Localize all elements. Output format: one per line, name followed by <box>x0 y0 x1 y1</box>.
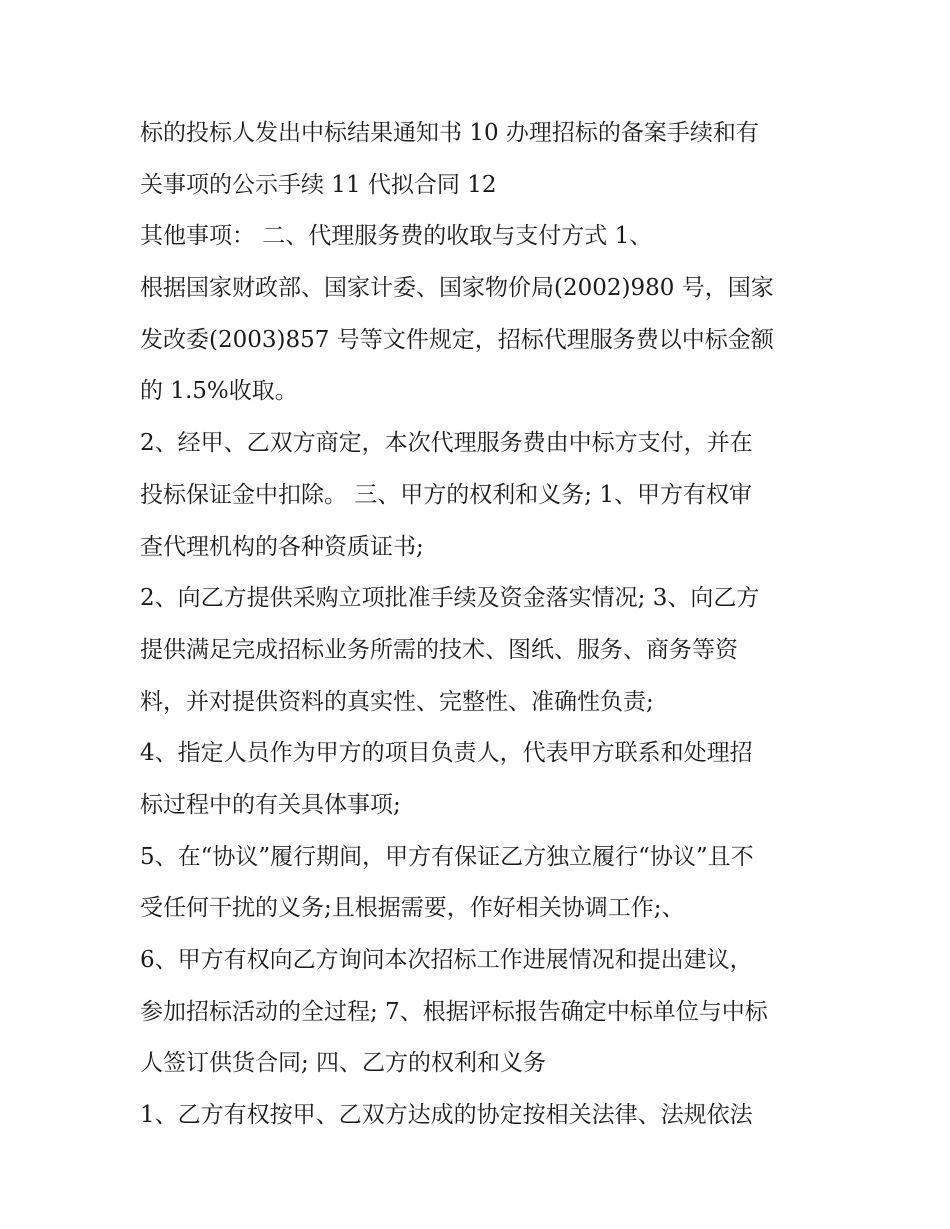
text-line: 标过程中的有关具体事项; <box>140 791 401 818</box>
text-line: 投标保证金中扣除。 三、甲方的权利和义务; 1、甲方有权审 <box>140 481 753 508</box>
text-line: 根据国家财政部、国家计委、国家物价局(2002)980 号，国家 <box>140 275 774 302</box>
text-line: 2、向乙方提供采购立项批准手续及资金落实情况; 3、向乙方 <box>140 585 760 612</box>
text-line: 提供满足完成招标业务所需的技术、图纸、服务、商务等资 <box>140 636 738 663</box>
text-line: 参加招标活动的全过程; 7、根据评标报告确定中标单位与中标 <box>140 998 768 1025</box>
text-line: 其他事项： 二、代理服务费的收取与支付方式 1、 <box>140 223 653 250</box>
text-line: 发改委(2003)857 号等文件规定，招标代理服务费以中标金额 <box>140 326 774 353</box>
text-line: 关事项的公示手续 11 代拟合同 12 <box>140 171 497 198</box>
text-line: 人签订供货合同; 四、乙方的权利和义务 <box>140 1050 547 1077</box>
text-line: 1、乙方有权按甲、乙双方达成的协定按相关法律、法规依法 <box>140 1102 753 1129</box>
text-line: 的 1.5%收取。 <box>140 378 298 405</box>
text-line: 5、在“协议”履行期间，甲方有保证乙方独立履行“协议”且不 <box>140 843 754 870</box>
text-line: 标的投标人发出中标结果通知书 10 办理招标的备案手续和有 <box>140 120 759 146</box>
text-line: 料，并对提供资料的真实性、完整性、准确性负责; <box>140 688 654 715</box>
text-line: 2、经甲、乙双方商定，本次代理服务费由中标方支付，并在 <box>140 430 753 457</box>
text-line: 6、甲方有权向乙方询问本次招标工作进展情况和提出建议， <box>140 947 753 973</box>
text-line: 受任何干扰的义务;且根据需要，作好相关协调工作;、 <box>140 895 685 922</box>
text-line: 查代理机构的各种资质证书; <box>140 533 424 560</box>
text-line: 4、指定人员作为甲方的项目负责人，代表甲方联系和处理招 <box>140 740 753 767</box>
document-body <box>140 108 820 1142</box>
